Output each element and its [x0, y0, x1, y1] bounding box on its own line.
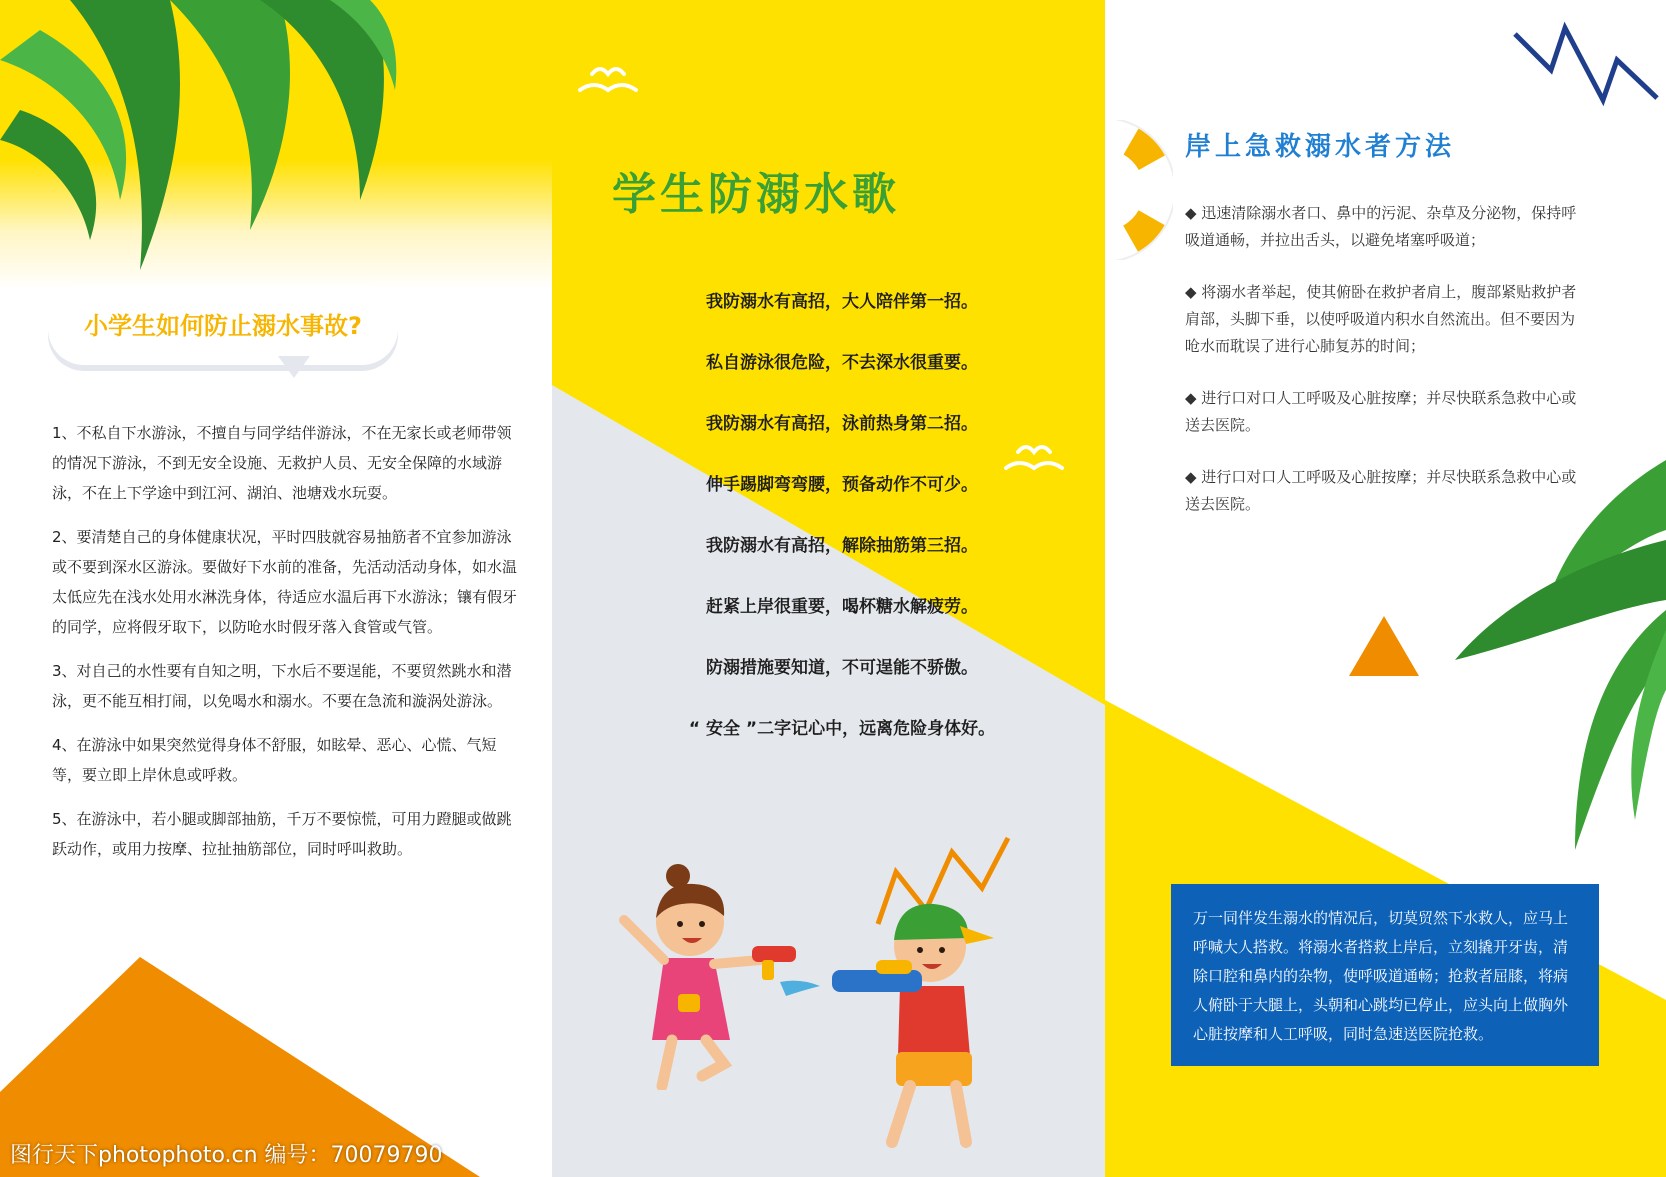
boy-with-water-gun-illustration — [780, 886, 1020, 1156]
list-item: ◆ 进行口对口人工呼吸及心脏按摩；并尽快联系急救中心或送去医院。 — [1185, 468, 1577, 513]
left-panel — [0, 0, 552, 1177]
list-item: 1、不私自下水游泳，不擅自与同学结伴游泳，不在无家长或老师带领的情况下游泳，不到无安全设施、无救护人员、无安全保障的水域游泳，不在上下学途中到江河、湖泊、池塘戏水玩耍。 — [52, 424, 512, 502]
poem — [612, 292, 1072, 780]
palm-leaves-top-left-illustration — [0, 0, 400, 290]
poem-line: “ 安全 ”二字记心中，远离危险身体好。 — [688, 719, 996, 739]
right-panel — [1105, 0, 1666, 1177]
poem-line: 我防溺水有高招，泳前热身第二招。 — [706, 414, 978, 434]
poem-line: 伸手踢脚弯弯腰，预备动作不可少。 — [706, 475, 978, 495]
wave-icon — [578, 62, 638, 100]
poem-line: 私自游泳很危险，不去深水很重要。 — [706, 353, 978, 373]
poem-title: 学生防溺水歌 — [612, 169, 900, 220]
list-item: ◆ 将溺水者举起，使其俯卧在救护者肩上，腹部紧贴救护者肩部，头脚下垂，以使呼吸道内积水自然流出。但不要因为 呛水而耽误了进行心肺复苏的时间； — [1185, 283, 1577, 355]
left-list — [52, 418, 522, 878]
wave-icon — [1004, 440, 1064, 480]
poem-line: 赶紧上岸很重要，喝杯糖水解疲劳。 — [706, 597, 978, 617]
list-item: 4、在游泳中如果突然觉得身体不舒服，如眩晕、恶心、心慌、气短等，要立即上岸休息或呼救。 — [52, 736, 497, 784]
watermark-text: 图行天下photophoto.cn 编号：70079790 — [10, 1143, 443, 1168]
palm-leaves-right-illustration — [1435, 460, 1666, 860]
left-heading: 小学生如何防止溺水事故? — [84, 312, 362, 340]
list-item: 2、要清楚自己的身体健康状况，平时四肢就容易抽筋者不宜参加游泳或不要到深水区游泳。要做好下水前的准备，先活动活动身体，如水温太低应先在浅水处用水淋洗身体，待适应水温后再下水游泳；镶有假牙的同学，应将假牙取下，以防呛水时假牙落入食管或气管。 — [52, 528, 518, 636]
poem-line: 防溺措施要知道，不可逞能不骄傲。 — [706, 658, 978, 678]
rescue-info-text: 万一同伴发生溺水的情况后，切莫贸然下水救人，应马上呼喊大人搭救。将溺水者搭救上岸后，立刻撬开牙齿，清除口腔和鼻内的杂物，使呼吸道通畅；抢救者屈膝，将病人俯卧于大腿上，头朝和心跳均已停止，应头向上做胸外心脏按摩和人工呼吸，同时急速送医院抢救。 — [1193, 909, 1569, 1043]
middle-panel — [552, 0, 1105, 1177]
list-item: 5、在游泳中，若小腿或脚部抽筋，千万不要惊慌，可用力蹬腿或做跳跃动作，或用力按摩、拉扯抽筋部位，同时呼叫救助。 — [52, 810, 512, 858]
list-item: 3、对自己的水性要有自知之明，下水后不要逞能，不要贸然跳水和潜泳，更不能互相打闹，以免喝水和溺水。不要在急流和漩涡处游泳。 — [52, 662, 512, 710]
orange-triangle-decoration — [1349, 616, 1419, 676]
right-title: 岸上急救溺水者方法 — [1185, 132, 1456, 162]
lifebuoy-icon — [1105, 120, 1173, 260]
poem-line: 我防溺水有高招，大人陪伴第一招。 — [706, 292, 978, 312]
zigzag-decoration — [1511, 20, 1661, 120]
list-item: ◆ 进行口对口人工呼吸及心脏按摩；并尽快联系急救中心或送去医院。 — [1185, 389, 1577, 434]
rescue-info-box — [1171, 884, 1599, 1066]
poem-line: 我防溺水有高招，解除抽筋第三招。 — [706, 536, 978, 556]
bubble-tail — [278, 356, 310, 378]
list-item: ◆ 迅速清除溺水者口、鼻中的污泥、杂草及分泌物，保持呼吸道通畅，并拉出舌头，以避免堵塞呼吸道； — [1185, 204, 1577, 249]
